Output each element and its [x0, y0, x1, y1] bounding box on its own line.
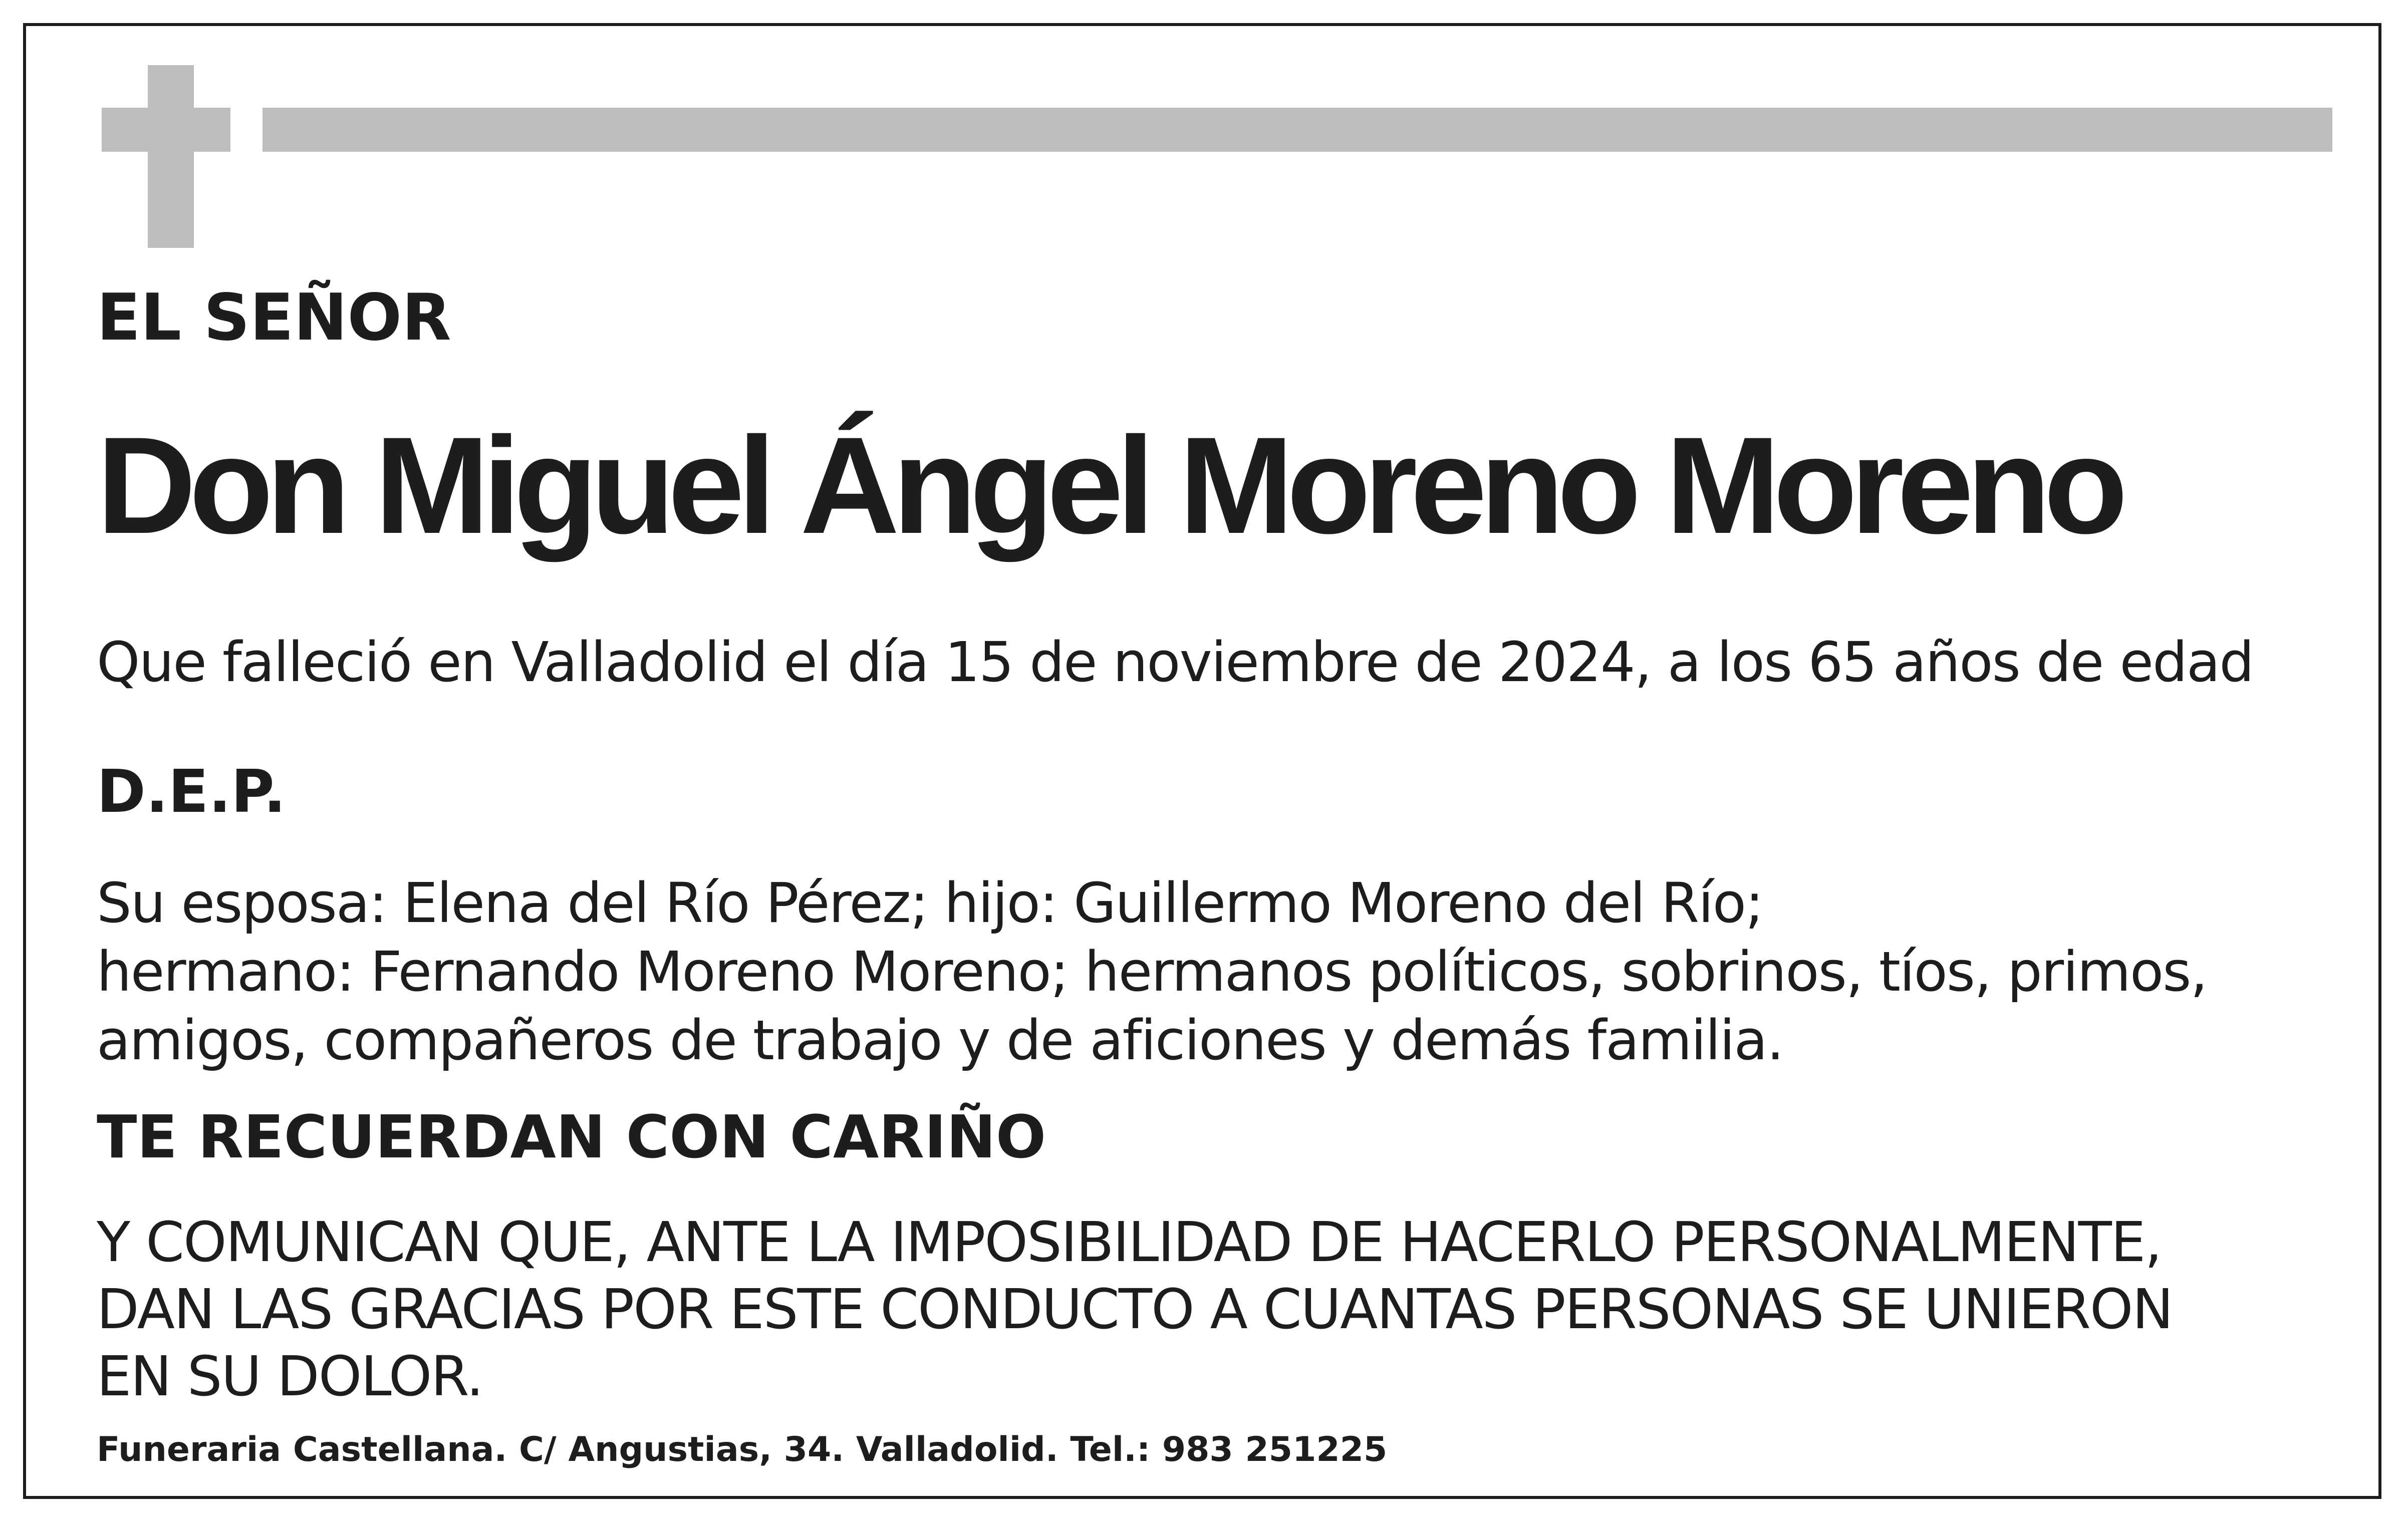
death-details: Que falleció en Valladolid el día 15 de noviembre de 2024, a los 65 años de edad: [97, 630, 2254, 694]
honorific: EL SEÑOR: [97, 280, 451, 355]
family-line: Su esposa: Elena del Río Pérez; hijo: Guillermo Moreno del Río;: [97, 871, 1763, 935]
funeral-home-info: Funeraria Castellana. C/ Angustias, 34. Valladolid. Tel.: 983 251225: [97, 1430, 1388, 1469]
remember-heading: TE RECUERDAN CON CARIÑO: [97, 1102, 1046, 1171]
thanks-line: Y COMUNICAN QUE, ANTE LA IMPOSIBILIDAD DE HACERLO PERSONALMENTE,: [97, 1210, 2162, 1274]
family-line: hermano: Fernando Moreno Moreno; hermanos políticos, sobrinos, tíos, primos,: [97, 940, 2207, 1004]
cross-icon-arm: [102, 108, 230, 152]
header-rule: [262, 108, 2332, 152]
dep-abbreviation: D.E.P.: [97, 757, 286, 826]
family-line: amigos, compañeros de trabajo y de aficiones y demás familia.: [97, 1008, 1783, 1072]
family-list: [97, 869, 2351, 1075]
thanks-line: EN SU DOLOR.: [97, 1344, 483, 1408]
thanks-line: DAN LAS GRACIAS POR ESTE CONDUCTO A CUANTAS PERSONAS SE UNIERON: [97, 1277, 2173, 1341]
thanks-message: [97, 1208, 2173, 1410]
cross-icon: [148, 65, 194, 248]
deceased-name: Don Miguel Ángel Moreno Moreno: [97, 409, 2121, 562]
